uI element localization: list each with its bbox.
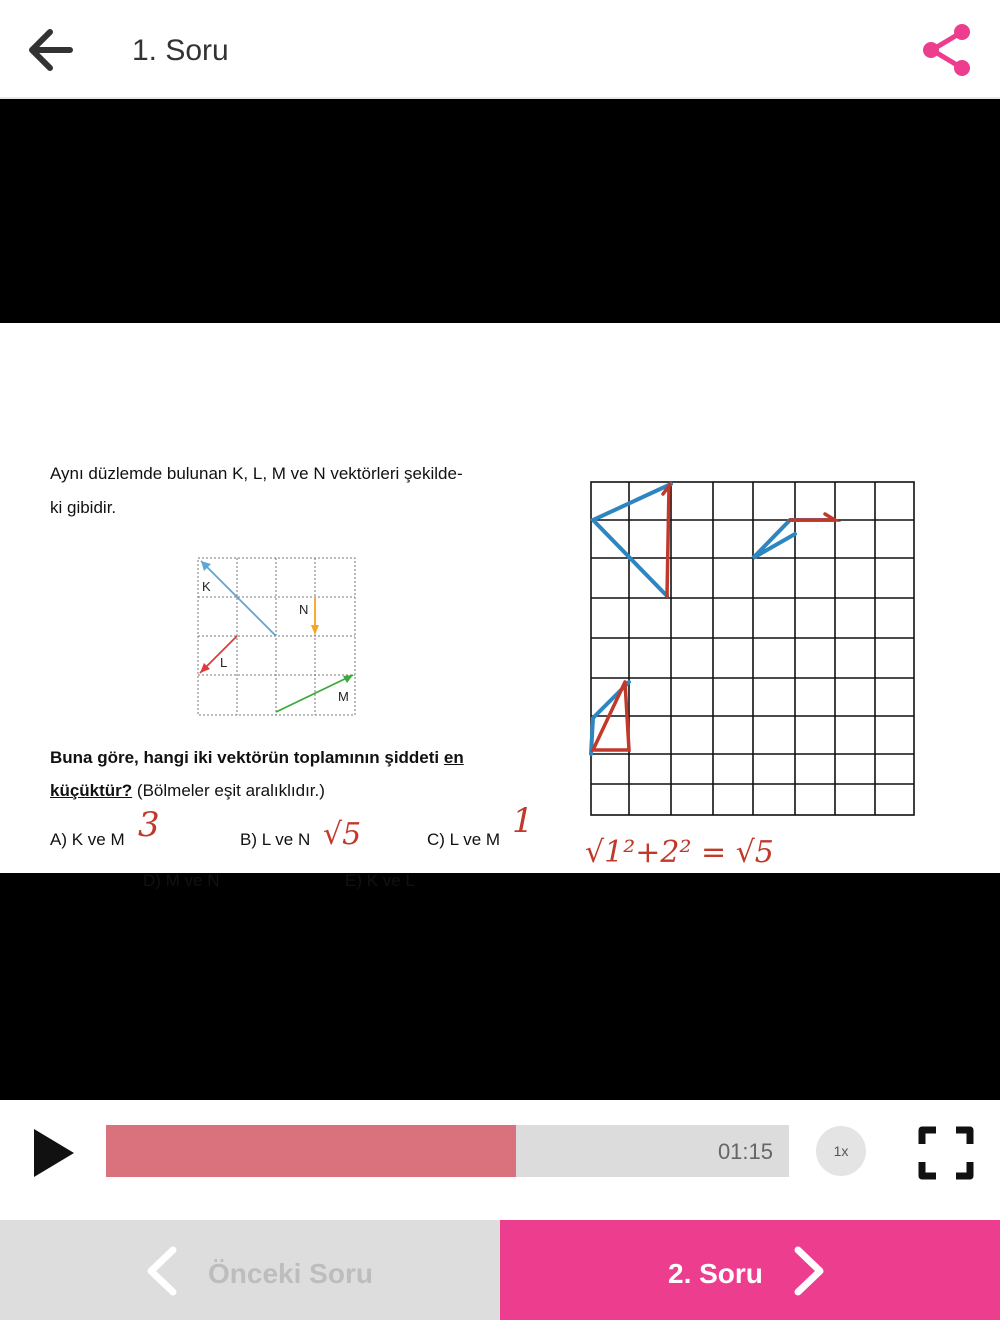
- option-b: B) L ve N: [240, 830, 311, 849]
- option-e: E) K ve L: [345, 871, 415, 890]
- fullscreen-button[interactable]: [918, 1126, 974, 1180]
- progress-bar[interactable]: [106, 1125, 789, 1177]
- figure-label-l: L: [220, 655, 228, 670]
- drawing-grid: [585, 478, 920, 818]
- handwriting-a: 3: [138, 805, 160, 845]
- chevron-right-icon: [792, 1246, 826, 1296]
- prompt-en: en: [443, 748, 464, 767]
- figure-label-n: N: [299, 602, 309, 617]
- prompt-note: (Bölmeler eşit aralıklıdır.): [136, 781, 325, 800]
- question-text-line2: ki gibidir.: [50, 498, 117, 517]
- handwriting-c: 1: [512, 801, 534, 841]
- time-display: 01:15: [717, 1139, 773, 1164]
- prompt-kucuk: küçüktür?: [50, 781, 133, 800]
- question-prompt: [50, 748, 464, 768]
- progress-fill: [106, 1125, 516, 1177]
- question-text-line1: Aynı düzlemde bulunan K, L, M ve N vektörleri şekilde-: [50, 464, 463, 483]
- fullscreen-icon: [918, 1126, 974, 1180]
- vector-k: [201, 561, 276, 636]
- figure-label-m: M: [338, 689, 349, 704]
- question-prompt-2: [50, 781, 325, 801]
- previous-question-label: Önceki Soru: [208, 1258, 373, 1289]
- question-navigation: [0, 1220, 1000, 1334]
- speed-button[interactable]: 1x: [816, 1126, 866, 1176]
- lesson-slide: [0, 323, 1000, 890]
- next-question-button[interactable]: [500, 1220, 1000, 1320]
- handwriting-b: √5: [323, 817, 362, 852]
- share-icon: [918, 22, 974, 78]
- player-controls: [0, 1100, 1000, 1204]
- option-a: A) K ve M: [50, 830, 125, 849]
- share-button[interactable]: [918, 22, 974, 78]
- handwriting-formula: √1²+2² = √5: [585, 835, 774, 870]
- back-button[interactable]: [22, 22, 82, 78]
- video-player[interactable]: [0, 99, 1000, 1100]
- option-d: D) M ve N: [143, 871, 220, 890]
- play-button[interactable]: [28, 1127, 78, 1179]
- previous-question-button[interactable]: [0, 1220, 500, 1320]
- play-icon: [28, 1127, 78, 1179]
- option-c: C) L ve M: [427, 830, 501, 849]
- prompt-bold: Buna göre, hangi iki vektörün toplamının şiddeti: [50, 748, 440, 767]
- next-question-label: 2. Soru: [668, 1258, 763, 1289]
- arrow-left-icon: [22, 22, 82, 78]
- header-bar: [0, 0, 1000, 99]
- vector-figure: [195, 555, 360, 720]
- chevron-left-icon: [145, 1246, 179, 1296]
- figure-label-k: K: [202, 579, 211, 594]
- page-title: 1. Soru: [132, 34, 229, 67]
